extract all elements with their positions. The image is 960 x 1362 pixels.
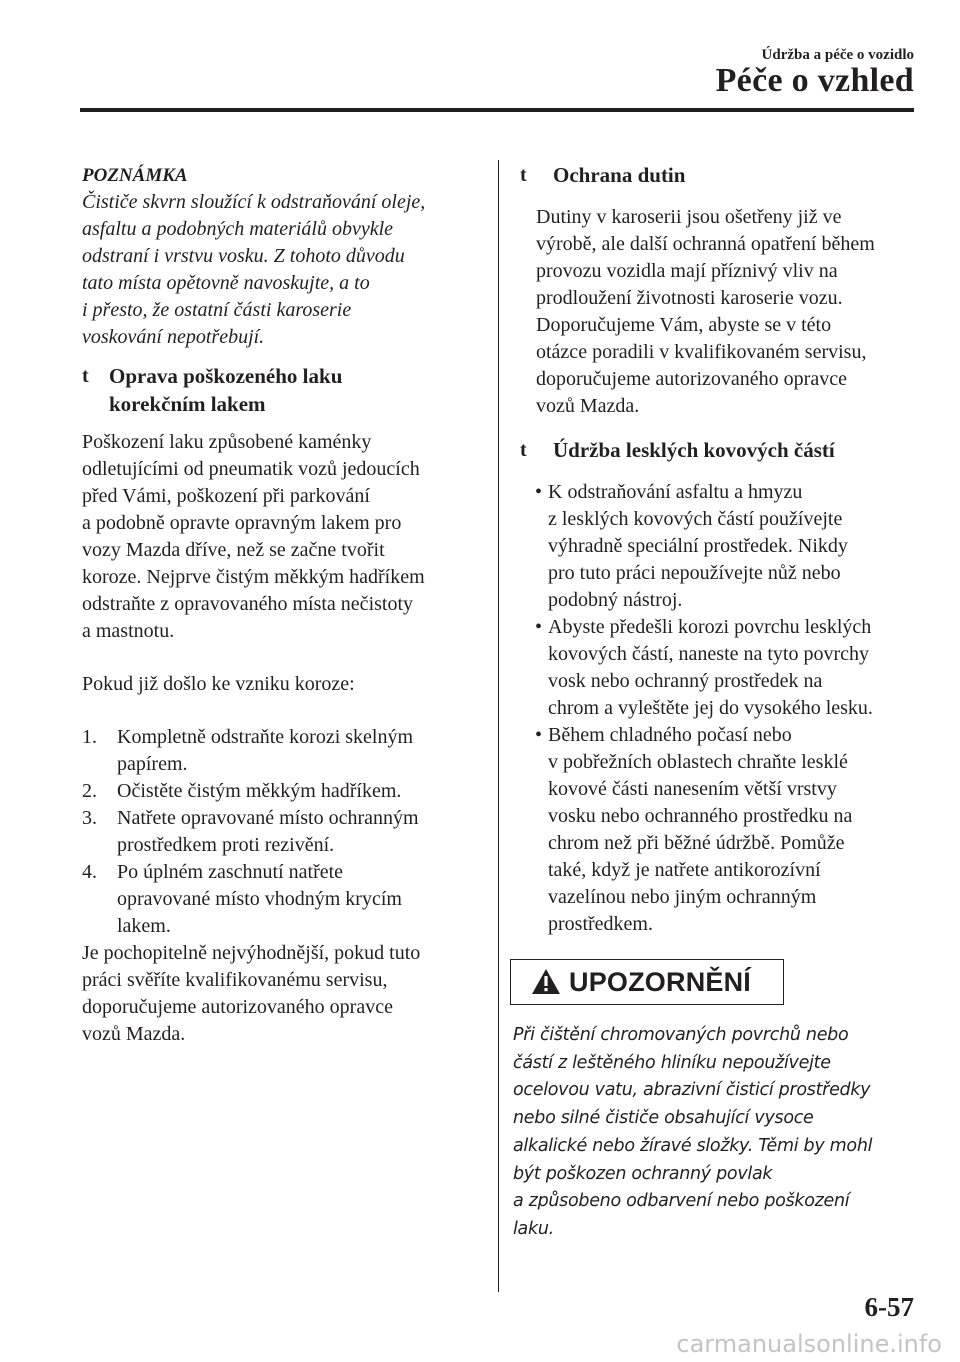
step-line: Očistěte čistým měkkým hadříkem.: [117, 780, 402, 802]
list-item: [520, 479, 920, 614]
right-column: [520, 161, 920, 938]
para-line: koroze. Nejprve čistým měkkým hadříkem: [82, 566, 425, 588]
list-item: [520, 722, 920, 938]
step-line: Po úplném zaschnutí natřete: [117, 861, 344, 883]
bullet-line: výhradně speciální prostředek. Nikdy: [548, 535, 848, 557]
step-line: Kompletně odstraňte korozi skelným: [117, 726, 414, 748]
bullet-icon: •: [535, 616, 543, 638]
metal-care-list: [520, 479, 920, 938]
caution-text: [513, 1022, 913, 1244]
para-line: vozů Mazda.: [82, 1023, 186, 1045]
page-title: Péče o vzhled: [715, 62, 914, 99]
heading-marker-icon: t: [520, 164, 527, 186]
heading-line: korekčním lakem: [109, 392, 266, 416]
caution-title: UPOZORNĚNÍ: [569, 967, 752, 997]
para-line: před Vámi, poškození při parkování: [82, 485, 370, 507]
list-item: [82, 778, 477, 805]
step-line: opravované místo vhodným krycím: [117, 888, 402, 910]
heading-cavity-protection: [520, 161, 920, 189]
bullet-line: z lesklých kovových částí používejte: [548, 508, 843, 530]
bullet-icon: •: [535, 724, 543, 746]
bullet-line: K odstraňování asfaltu a hmyzu: [548, 481, 803, 503]
step-number: 2.: [82, 780, 97, 802]
para-line: Doporučujeme Vám, abyste se v této: [536, 314, 832, 336]
watermark: carmanualsonline.info: [676, 1330, 942, 1358]
para-line: Poškození laku způsobené kaménky: [82, 431, 372, 453]
caution-line: Při čištění chromovaných povrchů nebo: [513, 1025, 849, 1045]
step-number: 1.: [82, 726, 97, 748]
caution-line: a způsobeno odbarvení nebo poškození: [513, 1191, 850, 1212]
warning-icon: [531, 968, 561, 995]
para-line: odletujícími od pneumatik vozů jedoucích: [82, 458, 420, 480]
heading-marker-icon: t: [82, 365, 89, 387]
heading-line: Údržba lesklých kovových částí: [553, 438, 835, 462]
header-rule: [80, 108, 914, 112]
note-line: asfaltu a podobných materiálů obvykle: [82, 218, 394, 240]
note-label: POZNÁMKA: [82, 165, 188, 186]
bullet-line: podobný nástroj.: [548, 589, 683, 611]
para-line: výrobě, ale další ochranná opatření během: [536, 233, 875, 255]
repair-steps: [82, 724, 477, 940]
bullet-line: pro tuto práci nepoužívejte nůž nebo: [548, 562, 841, 584]
list-item: [82, 859, 477, 940]
para-line: vozy Mazda dříve, než se začne tvořit: [82, 539, 385, 561]
section-title: Údržba a péče o vozidlo: [761, 47, 914, 63]
bullet-line: kovových částí, naneste na tyto povrchy: [548, 643, 870, 665]
caution-line: ocelovou vatu, abrazivní čisticí prostředky: [513, 1080, 871, 1101]
step-line: Natřete opravované místo ochranným: [117, 807, 419, 829]
step-line: lakem.: [117, 915, 171, 937]
caution-line: být poškozen ochranný povlak: [513, 1163, 773, 1184]
list-item: [82, 805, 477, 859]
step-line: papírem.: [117, 753, 188, 775]
heading-line: Oprava poškozeného laku: [109, 364, 343, 388]
note-line: Čističe skvrn sloužící k odstraňování oleje,: [82, 191, 426, 213]
caution-line: nebo silné čističe obsahující vysoce: [513, 1108, 814, 1129]
note-line: odstraní i vrstvu vosku. Z tohoto důvodu: [82, 245, 405, 267]
heading-line: Ochrana dutin: [553, 163, 686, 187]
step-number: 4.: [82, 861, 97, 883]
list-item: [520, 614, 920, 722]
bullet-icon: •: [535, 481, 543, 503]
service-recommendation: [82, 940, 477, 1048]
bullet-line: vazelínou nebo jiným ochranným: [548, 886, 817, 908]
caution-line: laku.: [513, 1218, 554, 1239]
caution-line: alkalické nebo žíravé složky. Těmi by mohl: [513, 1135, 873, 1156]
bullet-line: chrom a vyleštěte jej do vysokého lesku.: [548, 697, 873, 719]
heading-metal-care: [520, 436, 920, 464]
para-line: Dutiny v karoserii jsou ošetřeny již ve: [536, 206, 842, 228]
bullet-line: vosku nebo ochranného prostředku na: [548, 805, 853, 827]
para-line: vozů Mazda.: [536, 395, 640, 417]
para-line: a podobně opravte opravným lakem pro: [82, 512, 402, 534]
step-line: prostředkem proti rezivění.: [117, 834, 335, 856]
bullet-line: vosk nebo ochranný prostředek na: [548, 670, 823, 692]
note-line: voskování nepotřebují.: [82, 326, 265, 348]
left-column: [82, 163, 477, 1048]
bullet-line: také, když je natřete antikorozívní: [548, 859, 821, 881]
paint-repair-paragraph: [82, 429, 477, 645]
page-number: 6-57: [864, 1292, 914, 1322]
para-line: a mastnotu.: [82, 620, 175, 642]
heading-marker-icon: t: [520, 439, 527, 461]
note-line: i přesto, že ostatní části karoserie: [82, 299, 352, 321]
para-line: otázce poradili v kvalifikovaném servisu,: [536, 341, 867, 363]
caution-box: [510, 959, 784, 1005]
caution-line: částí z leštěného hliníku nepoužívejte: [513, 1052, 831, 1073]
bullet-line: Během chladného počasí nebo: [548, 724, 792, 746]
para-line: Je pochopitelně nejvýhodnější, pokud tuto: [82, 942, 421, 964]
para-line: prodloužení životnosti karoserie vozu.: [536, 287, 843, 309]
note-line: tato místa opětovně navoskujte, a to: [82, 272, 370, 294]
para-line: odstraňte z opravovaného místa nečistoty: [82, 593, 414, 615]
column-divider: [498, 160, 499, 1292]
para-line: provozu vozidla mají příznivý vliv na: [536, 260, 838, 282]
para-line: doporučujeme autorizovaného opravce: [82, 996, 393, 1018]
corrosion-intro: Pokud již došlo ke vzniku koroze:: [82, 673, 355, 695]
list-item: [82, 724, 477, 778]
step-number: 3.: [82, 807, 97, 829]
bullet-line: prostředkem.: [548, 913, 653, 935]
bullet-line: kovové části nanesením větší vrstvy: [548, 778, 837, 800]
para-line: doporučujeme autorizovaného opravce: [536, 368, 847, 390]
bullet-line: Abyste předešli korozi povrchu lesklých: [548, 616, 872, 638]
para-line: práci svěříte kvalifikovanému servisu,: [82, 969, 388, 991]
heading-paint-repair: [82, 362, 477, 418]
bullet-line: v pobřežních oblastech chraňte lesklé: [548, 751, 848, 773]
cavity-paragraph: [520, 204, 920, 420]
bullet-line: chrom než při běžné údržbě. Pomůže: [548, 832, 845, 854]
note-text: [82, 189, 477, 351]
